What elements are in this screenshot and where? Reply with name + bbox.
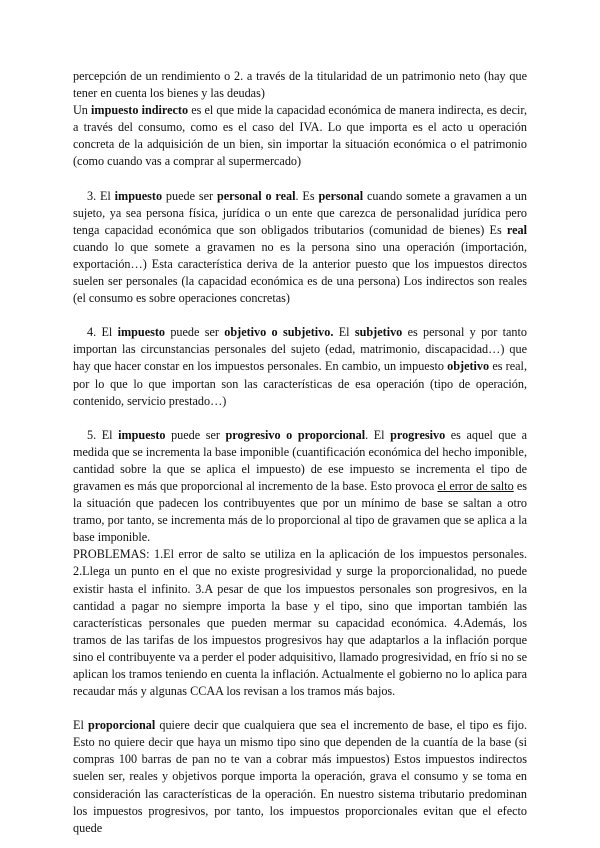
text-run: cuando somete a gravamen a un sujeto, ya sea persona física, jurídica o un ente que carezca de personalidad jurídica pero tenga capacidad económica que son obligados tributarios (comunidad de bienes) Es (73, 188, 527, 237)
text-run: 3. El (87, 188, 115, 203)
text-run: puede ser (162, 188, 217, 203)
bold-term: objetivo o subjetivo. (224, 325, 334, 340)
paragraph-gap (73, 171, 527, 188)
bold-term: impuesto (114, 188, 163, 203)
bold-term: progresivo (390, 427, 446, 442)
text-run: Un (73, 103, 92, 118)
paragraph-item-5 (73, 427, 527, 547)
text-run: percepción de un rendimiento o 2. a través de la titularidad de un patrimonio neto (hay que tener en cuenta los bienes y las deudas) (73, 69, 527, 101)
bold-term: personal o real (216, 188, 296, 203)
text-run: es aquel que a medida que se incrementa la base imponible (cuantificación económica del hecho imponible, cantidad sobre la que se aplica el impuesto) de ese impuesto se incrementa el tipo de gravamen es más que proporcional al incremento de la base. Esto provoca (73, 427, 527, 493)
text-run: es real, por lo que lo que importan son las características de esa operación (tipo de operación, contenido, servicio prestado…) (73, 359, 527, 408)
bold-term: impuesto (117, 325, 166, 340)
bold-term: proporcional (87, 718, 156, 733)
text-run: 5. El (87, 427, 119, 442)
bold-term: progresivo o proporcional (225, 427, 366, 442)
document-page (73, 68, 527, 837)
paragraph-impuesto-indirecto (73, 102, 527, 170)
bold-term: impuesto (118, 427, 166, 442)
paragraph-intro (73, 68, 527, 102)
paragraph-gap (73, 307, 527, 324)
text-run: . Es (295, 188, 319, 203)
bold-term: real (506, 222, 527, 237)
bold-term: impuesto indirecto (91, 103, 189, 118)
bold-term: objetivo (447, 359, 490, 374)
text-run: es la situación que padecen los contribuyentes que por un mínimo de base se saltan a otro tramo, por tanto, se incrementa más de lo proporcional al tipo de gravamen que se aplica a la base imponible. (73, 478, 527, 545)
text-run: cuando lo que somete a gravamen no es la persona sino una operación (importación, exportación…) Esta característica deriva de la anterior puesto que los impuestos directos suelen ser personales (la capacidad económica es de una persona) Los indirectos son reales (el consumo es sobre operaciones concretas) (73, 239, 527, 306)
text-run: quiere decir que cualquiera que sea el incremento de base, el tipo es fijo. Esto no quiere decir que haya un mismo tipo sino que dependen de la cuantía de la base (si compras 100 barras de pan no te van a cobrar más impuestos) Estos impuestos indirectos suelen ser, reales y objetivos porque importa la operación, grava el consumo y se toma en consideración las características de la operación. En nuestro sistema tributario predominan los impuestos progresivos, por tanto, los impuestos proporcionales evitan que el efecto quede (73, 718, 527, 835)
underlined-term: el error de salto (437, 478, 514, 493)
paragraph-gap (73, 700, 527, 717)
text-run: El (73, 718, 88, 733)
text-run: puede ser (165, 427, 226, 442)
paragraph-item-4 (73, 324, 527, 409)
text-run: 4. El (87, 325, 118, 340)
bold-term: personal (318, 188, 364, 203)
text-run: . El (365, 427, 391, 442)
paragraph-proporcional (73, 717, 527, 837)
paragraph-gap (73, 410, 527, 427)
text-run: es personal y por tanto importan las circunstancias personales del sujeto (edad, matrimonio, discapacidad…) que hay que hacer constar en los impuestos personales. En cambio, un impuesto (73, 325, 527, 374)
text-run: es el que mide la capacidad económica de manera indirecta, es decir, a través del consumo, como es el caso del IVA. Lo que importa es el acto u operación concreta de la adquisición de un bien, sin importar la situación económica o el patrimonio (como cuando vas a comprar al supermercado) (73, 103, 527, 169)
text-run: PROBLEMAS: 1.El error de salto se utiliza en la aplicación de los impuestos personales. 2.Llega un punto en el que no existe progresividad y surge la proporcionalidad, no puede existir hasta el infinito. 3.A pesar de que los impuestos personales son progresivos, en la cantidad a pagar no siempre importa la base y el tipo, sino que importan también las características personales que pueden mermar su capacidad económica. 4.Además, los tramos de las tarifas de los impuestos progresivos hay que adaptarlos a la inflación porque sino el contribuyente va a perder el poder adquisitivo, llamado progresividad, en frío si no se aplican los tramos teniendo en cuenta la inflación. Actualmente el gobierno no lo aplica para recaudar más y algunas CCAA los revisan a los tramos más bajos. (73, 547, 527, 699)
paragraph-problemas (73, 546, 527, 700)
paragraph-item-3 (73, 188, 527, 308)
text-run: El (333, 325, 355, 340)
text-run: puede ser (165, 325, 225, 340)
bold-term: subjetivo (354, 325, 403, 340)
